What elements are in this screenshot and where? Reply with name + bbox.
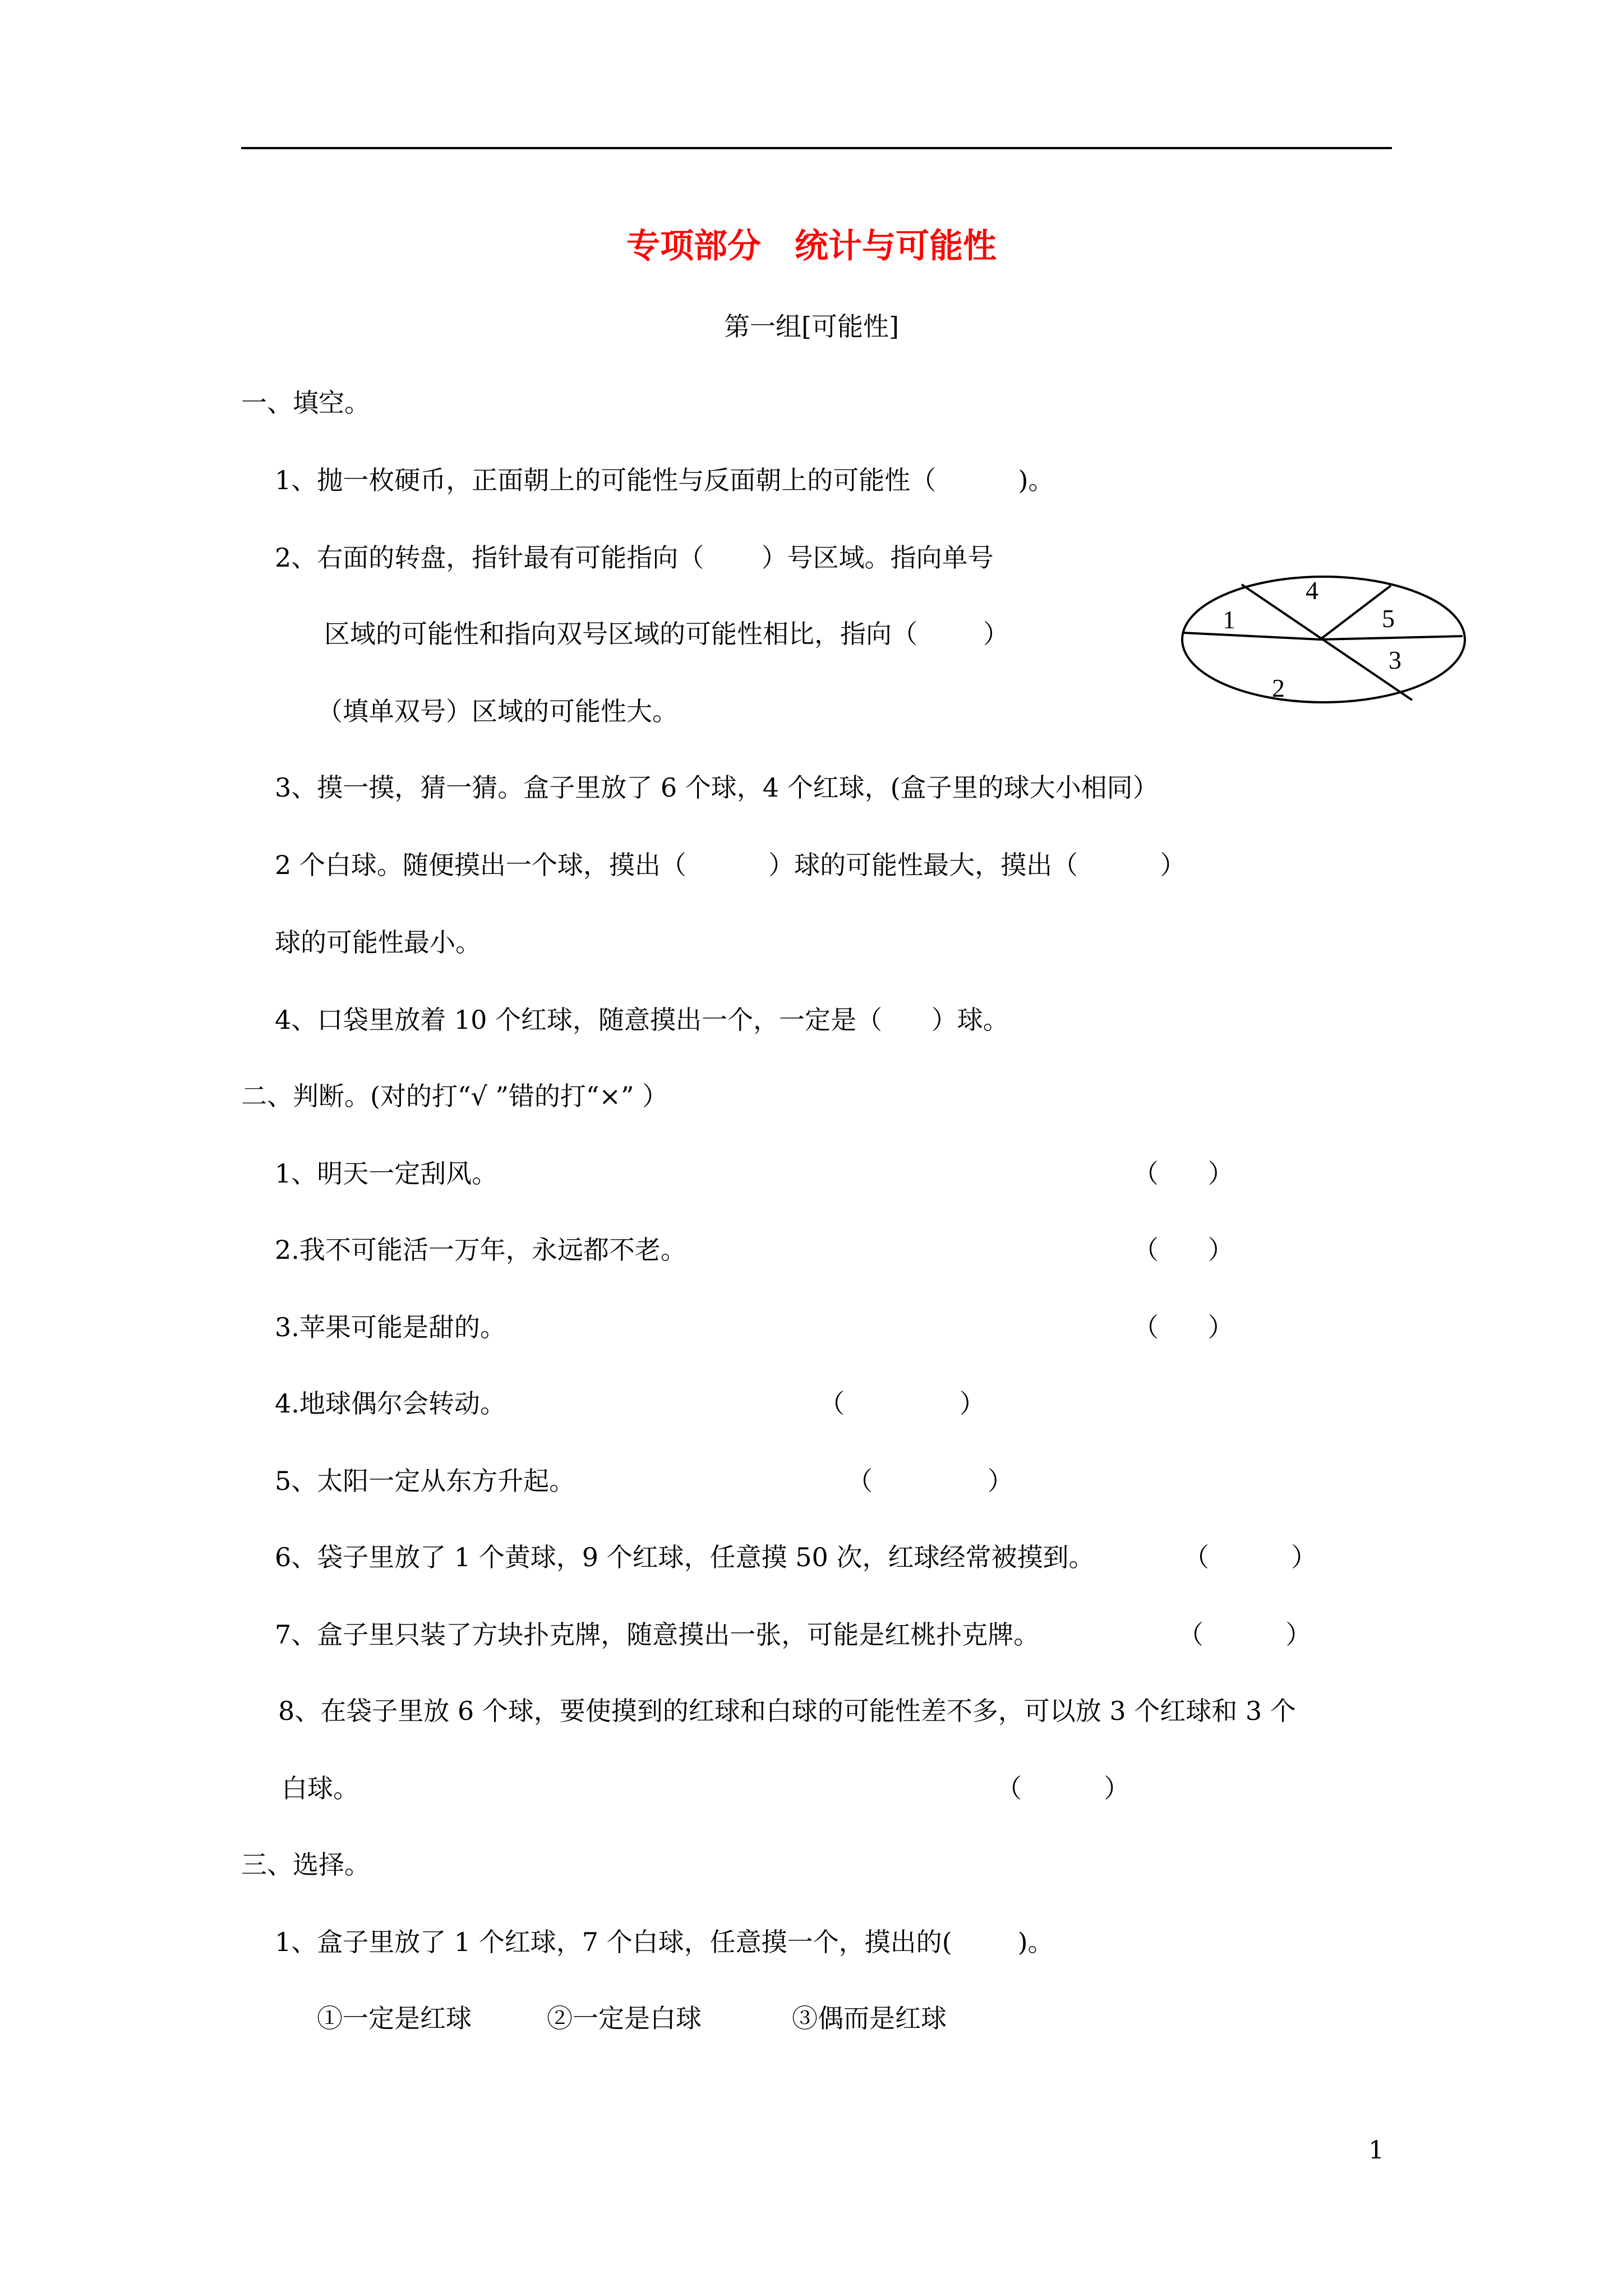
judge-item-7: 7、盒子里只装了方块扑克牌，随意摸出一张，可能是红桃扑克牌。	[275, 1619, 1040, 1650]
judge-answer-2: （ ）	[1133, 1235, 1234, 1265]
judge-item-5: 5、太阳一定从东方升起。	[275, 1466, 575, 1496]
judge-answer-6: （ ）	[1183, 1542, 1317, 1572]
judge-item-3: 3.苹果可能是甜的。	[275, 1312, 506, 1342]
spinner-divider-right-upper	[1320, 586, 1391, 639]
spinner-label-5: 5	[1382, 604, 1395, 633]
fill-question-2-line1: 2、右面的转盘，指针最有可能指向（ ）号区域。指向单号	[275, 542, 994, 573]
page-number: 1	[1368, 2136, 1384, 2165]
spinner-divider-diagonal	[1242, 585, 1412, 700]
choice-option-1: ①一定是红球	[317, 2003, 472, 2033]
judge-item-4: 4.地球偶尔会转动。	[275, 1388, 506, 1419]
judge-item-1: 1、明天一定刮风。	[275, 1158, 498, 1189]
header-rule	[241, 147, 1392, 149]
judge-item-8-line2: 白球。	[282, 1773, 359, 1803]
fill-question-2-line2: 区域的可能性和指向双号区域的可能性相比，指向（ ）	[324, 619, 1009, 649]
choice-option-3: ③偶而是红球	[792, 2003, 947, 2033]
fill-question-3-line2: 2 个白球。随便摸出一个球，摸出（ ）球的可能性最大，摸出（ ）	[275, 850, 1186, 880]
spinner-divider-left	[1183, 633, 1320, 639]
section1-heading: 一、填空。	[241, 388, 370, 418]
fill-question-3-line3: 球的可能性最小。	[275, 927, 481, 958]
choice-option-2: ②一定是白球	[547, 2003, 702, 2033]
spinner-label-2: 2	[1272, 674, 1285, 702]
judge-item-6: 6、袋子里放了 1 个黄球，9 个红球，任意摸 50 次，红球经常被摸到。	[275, 1542, 1095, 1572]
fill-question-3-line1: 3、摸一摸，猜一猜。盒子里放了 6 个球，4 个红球，(盒子里的球大小相同）	[275, 772, 1159, 803]
section2-heading: 二、判断。(对的打“√ ”错的打“×” ）	[241, 1081, 668, 1111]
spinner-divider-right	[1320, 636, 1463, 639]
judge-item-8-line1: 8、在袋子里放 6 个球，要使摸到的红球和白球的可能性差不多，可以放 3 个红球和 3 个	[278, 1696, 1296, 1726]
spinner-label-3: 3	[1389, 646, 1401, 674]
page-title: 专项部分 统计与可能性	[626, 227, 997, 266]
fill-question-1: 1、抛一枚硬币，正面朝上的可能性与反面朝上的可能性（ )。	[275, 465, 1054, 495]
spinner-diagram	[1178, 561, 1469, 729]
spinner-label-4: 4	[1306, 576, 1318, 605]
fill-question-4: 4、口袋里放着 10 个红球，随意摸出一个，一定是（ ）球。	[275, 1005, 1009, 1035]
section3-heading: 三、选择。	[241, 1849, 370, 1880]
fill-question-2-line3: （填单双号）区域的可能性大。	[317, 696, 678, 726]
judge-answer-4: （ ）	[819, 1388, 985, 1419]
judge-answer-1: （ ）	[1133, 1158, 1234, 1189]
spinner-label-1: 1	[1223, 605, 1235, 634]
judge-answer-3: （ ）	[1133, 1312, 1234, 1342]
judge-answer-8: （ ）	[996, 1773, 1130, 1803]
choice-question-1: 1、盒子里放了 1 个红球，7 个白球，任意摸一个，摸出的( )。	[275, 1927, 1054, 1957]
page-subtitle: 第一组[可能性]	[724, 311, 899, 342]
judge-item-2: 2.我不可能活一万年，永远都不老。	[275, 1235, 686, 1265]
judge-answer-7: （ ）	[1178, 1619, 1312, 1650]
judge-answer-5: （ ）	[847, 1466, 1013, 1496]
